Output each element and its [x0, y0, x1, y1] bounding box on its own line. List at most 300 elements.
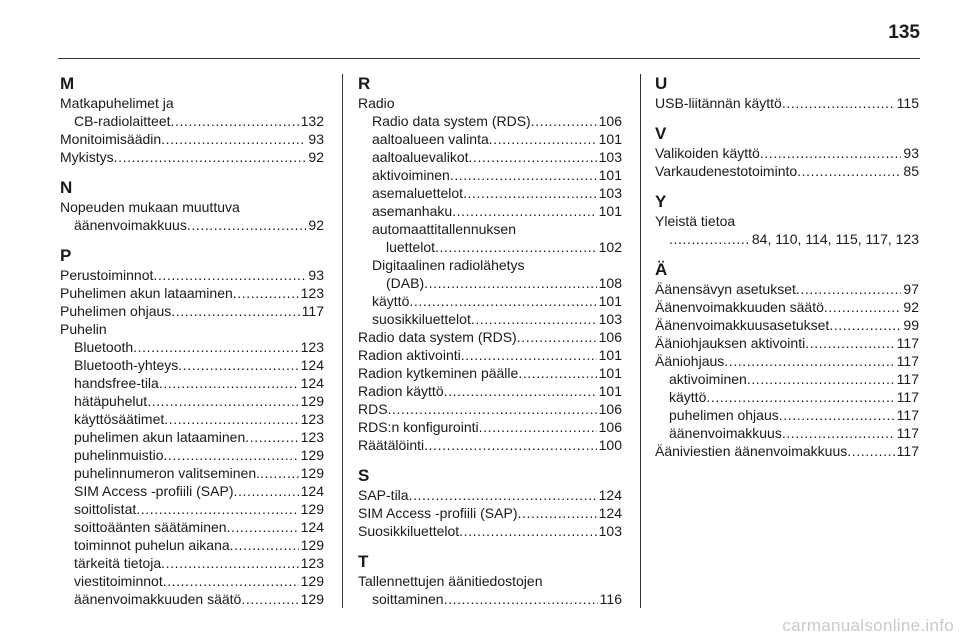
leader-dots — [171, 302, 299, 320]
leader-dots — [461, 346, 597, 364]
entry-page: 106 — [598, 113, 622, 129]
entry-page: 101 — [598, 293, 622, 309]
leader-dots — [245, 428, 298, 446]
entry-text: (DAB) — [386, 275, 425, 291]
entry-page: 106 — [598, 329, 622, 345]
entry-line — [669, 370, 919, 388]
leader-dots — [459, 522, 596, 540]
entry-line — [358, 436, 622, 454]
leader-dots — [796, 280, 902, 298]
entry-line — [74, 338, 324, 356]
index-subentry — [60, 518, 324, 536]
leader-dots — [444, 590, 598, 608]
entry-text: Äänensävyn asetukset — [655, 281, 796, 297]
leader-dots — [805, 334, 894, 352]
index-entry — [358, 94, 622, 112]
entry-line — [60, 216, 324, 234]
section-letter: S — [358, 466, 370, 485]
entry-line — [60, 94, 324, 112]
entry-line — [74, 446, 324, 464]
entry-page: 129 — [300, 501, 324, 517]
section-letter: Y — [655, 192, 667, 211]
leader-dots — [531, 112, 597, 130]
leader-dots — [388, 400, 597, 418]
entry-line — [655, 280, 919, 298]
entry-text: automaattitallennuksen — [372, 221, 516, 237]
entry-page: 101 — [598, 365, 622, 381]
index-entry — [358, 400, 622, 418]
index-subentry — [60, 428, 324, 446]
entry-text: puhelimen akun lataaminen — [74, 429, 246, 445]
entry-page: 129 — [300, 537, 324, 553]
entry-page: 92 — [903, 299, 919, 315]
column-divider — [342, 74, 343, 608]
entry-line — [358, 418, 622, 436]
entry-line — [669, 388, 919, 406]
entry-text: äänenvoimakkuuden säätö — [74, 591, 242, 607]
entry-line — [372, 148, 622, 166]
entry-line — [358, 364, 622, 382]
index-entry — [358, 572, 622, 608]
index-entry — [655, 144, 919, 162]
index-entry — [358, 328, 622, 346]
leader-dots — [669, 230, 750, 248]
index-subentry — [358, 130, 622, 148]
index-entry — [655, 316, 919, 334]
leader-dots — [797, 162, 901, 180]
entry-line — [358, 346, 622, 364]
index-subentry — [60, 482, 324, 500]
entry-text: aktivoiminen — [669, 371, 747, 387]
leader-dots — [824, 298, 902, 316]
index-subentry — [358, 184, 622, 202]
entry-line — [358, 522, 622, 540]
index-subentry — [358, 310, 622, 328]
entry-line — [358, 504, 622, 522]
entry-line — [74, 410, 324, 428]
entry-line — [60, 148, 324, 166]
entry-page: 93 — [308, 131, 324, 147]
entry-page: 124 — [300, 519, 324, 535]
column-divider — [640, 74, 641, 608]
page-number: 135 — [888, 22, 920, 43]
index-subentry — [655, 388, 919, 406]
entry-line — [655, 334, 919, 352]
entry-line — [60, 198, 324, 216]
leader-dots — [847, 442, 894, 460]
leader-dots — [779, 406, 895, 424]
entry-line — [358, 400, 622, 418]
entry-page: 93 — [308, 267, 324, 283]
entry-line — [358, 328, 622, 346]
leader-dots — [136, 500, 298, 518]
entry-text: käyttö — [372, 293, 410, 309]
section-letter: R — [358, 74, 371, 93]
entry-line — [372, 202, 622, 220]
entry-page: 102 — [598, 239, 622, 255]
index-subentry — [60, 500, 324, 518]
leader-dots — [260, 464, 299, 482]
entry-page: 124 — [300, 357, 324, 373]
entry-line — [74, 482, 324, 500]
entry-page: 115 — [896, 95, 919, 111]
entry-page: 103 — [598, 185, 622, 201]
entry-text: toiminnot puhelun aikana — [74, 537, 230, 553]
leader-dots — [471, 310, 597, 328]
leader-dots — [227, 518, 299, 536]
entry-text: puhelimen ohjaus — [669, 407, 779, 423]
entry-page: 129 — [300, 573, 324, 589]
leader-dots — [153, 266, 306, 284]
entry-line — [60, 112, 324, 130]
index-entry — [60, 302, 324, 320]
index-subentry — [60, 392, 324, 410]
leader-dots — [178, 356, 298, 374]
entry-line — [655, 442, 919, 460]
index-entry — [60, 130, 324, 148]
entry-line — [358, 590, 622, 608]
leader-dots — [409, 486, 597, 504]
entry-text: hätäpuhelut — [74, 393, 148, 409]
entry-page: 93 — [903, 145, 919, 161]
leader-dots — [452, 202, 596, 220]
entry-page: 108 — [598, 275, 622, 291]
index-subentry — [60, 446, 324, 464]
entry-page: 117 — [896, 353, 919, 369]
index-subentry — [655, 424, 919, 442]
leader-dots — [782, 424, 895, 442]
leader-dots — [171, 112, 299, 130]
entry-text: aaltoaluevalikot — [372, 149, 469, 165]
entry-line — [74, 392, 324, 410]
entry-text: Radio — [358, 95, 395, 111]
leader-dots — [724, 352, 894, 370]
entry-line — [372, 256, 622, 274]
section-letter: M — [60, 74, 75, 93]
entry-line — [655, 94, 919, 112]
entry-line — [655, 162, 919, 180]
index-entry — [655, 334, 919, 352]
entry-text: asemaluettelot — [372, 185, 464, 201]
entry-text: Puhelin — [60, 321, 107, 337]
entry-text: Valikoiden käyttö — [655, 145, 760, 161]
entry-text: äänenvoimakkuus — [74, 217, 187, 233]
leader-dots — [230, 536, 299, 554]
entry-line — [74, 536, 324, 554]
index-subentry — [655, 370, 919, 388]
entry-text: käyttö — [669, 389, 707, 405]
index-subentry — [358, 148, 622, 166]
entry-text: Ääniohjauksen aktivointi — [655, 335, 806, 351]
index-entry — [358, 346, 622, 364]
entry-page: 106 — [598, 401, 622, 417]
header-rule — [58, 58, 920, 59]
entry-text: Mykistys — [60, 149, 114, 165]
entry-page: 117 — [896, 389, 919, 405]
leader-dots — [241, 590, 298, 608]
entry-line — [655, 352, 919, 370]
entry-text: suosikkiluettelot — [372, 311, 471, 327]
index-entry — [60, 320, 324, 338]
index-entry — [358, 436, 622, 454]
leader-dots — [164, 410, 298, 428]
entry-text: puhelinmuistio — [74, 447, 164, 463]
leader-dots — [782, 94, 895, 112]
entry-line — [372, 220, 622, 238]
section-letter: T — [358, 552, 369, 571]
entry-page: 123 — [300, 411, 324, 427]
entry-text: USB-liitännän käyttö — [655, 95, 782, 111]
entry-page: 129 — [300, 465, 324, 481]
entry-page: 123 — [300, 285, 324, 301]
entry-page: 103 — [598, 149, 622, 165]
entry-page: 129 — [300, 393, 324, 409]
index-column-2 — [358, 74, 622, 608]
entry-line — [74, 554, 324, 572]
entry-text: käyttösäätimet — [74, 411, 165, 427]
leader-dots — [409, 292, 596, 310]
entry-line — [74, 500, 324, 518]
leader-dots — [518, 364, 596, 382]
index-entry — [60, 266, 324, 284]
entry-text: aktivoiminen — [372, 167, 450, 183]
entry-text: Puhelimen ohjaus — [60, 303, 172, 319]
entry-text: Yleistä tietoa — [655, 213, 736, 229]
entry-text: RDS — [358, 401, 388, 417]
entry-page: 92 — [308, 149, 324, 165]
index-subentry — [655, 406, 919, 424]
section-letter: P — [60, 246, 72, 265]
entry-text: Perustoiminnot — [60, 267, 154, 283]
leader-dots — [479, 418, 597, 436]
entry-page: 123 — [300, 339, 324, 355]
leader-dots — [159, 374, 299, 392]
leader-dots — [161, 554, 298, 572]
entry-page: 101 — [598, 131, 622, 147]
leader-dots — [114, 148, 307, 166]
index-subentry — [60, 536, 324, 554]
index-subentry — [60, 338, 324, 356]
entry-text: Äänenvoimakkuusasetukset — [655, 317, 830, 333]
index-entry — [655, 280, 919, 298]
entry-line — [60, 284, 324, 302]
entry-line — [372, 184, 622, 202]
entry-page: 101 — [598, 203, 622, 219]
entry-page: 106 — [598, 419, 622, 435]
entry-page: 123 — [300, 429, 324, 445]
entry-page: 97 — [903, 281, 919, 297]
entry-line — [358, 486, 622, 504]
index-entry — [60, 94, 324, 130]
entry-text: Tallennettujen äänitiedostojen — [358, 573, 543, 589]
entry-line — [74, 518, 324, 536]
index-entry — [358, 382, 622, 400]
entry-page: 84, 110, 114, 115, 117, 123 — [751, 231, 919, 247]
entry-page: 124 — [300, 375, 324, 391]
entry-line — [372, 310, 622, 328]
index-subentry — [358, 202, 622, 220]
entry-line — [372, 274, 622, 292]
index-entry — [358, 504, 622, 522]
index-subentry — [358, 220, 622, 256]
entry-text: Nopeuden mukaan muuttuva — [60, 199, 240, 215]
leader-dots — [424, 274, 597, 292]
index-subentry — [60, 356, 324, 374]
index-subentry — [60, 554, 324, 572]
leader-dots — [161, 130, 306, 148]
entry-line — [358, 94, 622, 112]
index-subentry — [358, 166, 622, 184]
entry-text: aaltoalueen valinta — [372, 131, 489, 147]
entry-page: 116 — [599, 591, 622, 607]
entry-page: 124 — [598, 487, 622, 503]
entry-text: Radio data system (RDS) — [358, 329, 517, 345]
entry-page: 123 — [300, 555, 324, 571]
section-letter: Ä — [655, 260, 668, 279]
index-entry — [655, 352, 919, 370]
leader-dots — [133, 338, 298, 356]
entry-text: Radion käyttö — [358, 383, 444, 399]
entry-line — [372, 112, 622, 130]
index-subentry — [358, 256, 622, 292]
entry-page: 101 — [598, 167, 622, 183]
index-entry — [358, 364, 622, 382]
leader-dots — [829, 316, 901, 334]
leader-dots — [463, 184, 597, 202]
section-letter: U — [655, 74, 668, 93]
entry-line — [655, 298, 919, 316]
leader-dots — [147, 392, 298, 410]
entry-line — [669, 406, 919, 424]
leader-dots — [424, 436, 596, 454]
entry-line — [74, 428, 324, 446]
entry-page: 103 — [598, 311, 622, 327]
index-entry — [655, 94, 919, 112]
entry-text: SIM Access -profiili (SAP) — [358, 505, 518, 521]
entry-text: Bluetooth-yhteys — [74, 357, 179, 373]
entry-text: Räätälöinti — [358, 437, 425, 453]
index-entry — [358, 418, 622, 436]
entry-text: äänenvoimakkuus — [669, 425, 782, 441]
entry-text: Varkaudenestotoiminto — [655, 163, 798, 179]
entry-line — [60, 302, 324, 320]
entry-page: 129 — [300, 591, 324, 607]
index-entry — [60, 284, 324, 302]
index-entry — [60, 198, 324, 234]
entry-text: soittolistat — [74, 501, 137, 517]
index-entry — [655, 298, 919, 316]
entry-page: 117 — [896, 443, 919, 459]
entry-text: luettelot — [386, 239, 436, 255]
leader-dots — [450, 166, 597, 184]
entry-line — [60, 130, 324, 148]
index-subentry — [60, 590, 324, 608]
entry-line — [669, 424, 919, 442]
entry-page: 117 — [896, 335, 919, 351]
index-subentry — [60, 572, 324, 590]
entry-page: 99 — [903, 317, 919, 333]
entry-page: 124 — [598, 505, 622, 521]
index-column-3 — [655, 74, 919, 460]
entry-line — [358, 572, 622, 590]
index-entry — [358, 486, 622, 504]
leader-dots — [469, 148, 597, 166]
entry-line — [655, 230, 919, 248]
entry-line — [372, 292, 622, 310]
entry-text: Äänenvoimakkuuden säätö — [655, 299, 824, 315]
entry-text: Radion aktivointi — [358, 347, 461, 363]
entry-page: 117 — [896, 425, 919, 441]
leader-dots — [163, 572, 299, 590]
entry-line — [74, 356, 324, 374]
leader-dots — [517, 504, 596, 522]
index-subentry — [60, 410, 324, 428]
index-entry — [655, 442, 919, 460]
entry-text: Ääniviestien äänenvoimakkuus — [655, 443, 848, 459]
entry-page: 103 — [598, 523, 622, 539]
entry-line — [74, 590, 324, 608]
entry-text: SIM Access -profiili (SAP) — [74, 483, 234, 499]
entry-text: SAP-tila — [358, 487, 409, 503]
leader-dots — [444, 382, 597, 400]
entry-line — [74, 374, 324, 392]
index-column-1 — [60, 74, 324, 608]
index-subentry — [358, 292, 622, 310]
entry-text: Puhelimen akun lataaminen — [60, 285, 233, 301]
leader-dots — [760, 144, 902, 162]
leader-dots — [233, 284, 299, 302]
entry-text: CB-radiolaitteet — [74, 113, 171, 129]
leader-dots — [435, 238, 597, 256]
entry-line — [655, 316, 919, 334]
entry-page: 117 — [896, 371, 919, 387]
index-entry — [655, 212, 919, 248]
entry-page: 132 — [300, 113, 324, 129]
entry-line — [372, 166, 622, 184]
leader-dots — [233, 482, 298, 500]
entry-text: Bluetooth — [74, 339, 134, 355]
entry-page: 92 — [308, 217, 324, 233]
entry-line — [358, 382, 622, 400]
watermark-logo: carmanualsonline.info — [782, 616, 954, 635]
entry-page: 129 — [300, 447, 324, 463]
entry-line — [60, 320, 324, 338]
index-entry — [358, 522, 622, 540]
entry-page: 101 — [598, 347, 622, 363]
entry-text: viestitoiminnot — [74, 573, 163, 589]
entry-text: Radion kytkeminen päälle — [358, 365, 519, 381]
index-subentry — [60, 374, 324, 392]
index-entry — [655, 162, 919, 180]
leader-dots — [489, 130, 597, 148]
entry-line — [372, 238, 622, 256]
entry-page: 117 — [301, 303, 324, 319]
entry-line — [60, 266, 324, 284]
entry-page: 124 — [300, 483, 324, 499]
entry-line — [372, 130, 622, 148]
leader-dots — [164, 446, 299, 464]
entry-text: handsfree-tila — [74, 375, 159, 391]
leader-dots — [747, 370, 895, 388]
entry-page: 85 — [903, 163, 919, 179]
index-entry — [60, 148, 324, 166]
entry-text: asemanhaku — [372, 203, 453, 219]
entry-text: Monitoimisäädin — [60, 131, 162, 147]
leader-dots — [517, 328, 597, 346]
entry-page: 117 — [896, 407, 919, 423]
section-letter: V — [655, 124, 667, 143]
entry-line — [655, 212, 919, 230]
